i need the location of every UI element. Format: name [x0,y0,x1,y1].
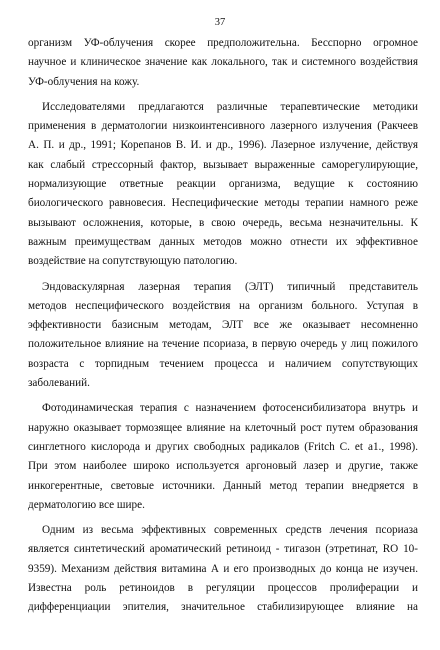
text-line: положительное влияние на течение псориаза, в первую очередь у лиц пожилого [28,338,418,351]
paragraph [28,399,418,515]
text-line: является синтетический ароматический ретиноид - тигазон (этретинат, RO 10- [28,543,418,556]
text-line: вызывают осложнения, которые, в свою очередь, весьма незначительны. К [28,216,418,229]
text-line: нормализующие ответные реакции организма, ведущие к состоянию [28,178,418,191]
text-line: Эндоваскулярная лазерная терапия (ЭЛТ) типичный представитель [42,280,418,293]
text-line: 9359). Механизм действия витамина А и его производных до конца не изучен. [28,562,418,575]
text-line: научное и клиническое значение как локального, так и системного воздействия [28,56,418,69]
paragraph [28,521,418,617]
text-line: Одним из весьма эффективных современных средств лечения псориаза [42,524,418,537]
text-line: синглетного кислорода и других свободных радикалов (Fritch C. et a1., 1998). [28,440,418,453]
text-line: дифференциации эпителия, значительное стабилизирующее влияние на [28,601,418,614]
text-line: При этом наиболее широко используется аргоновый лазер и другие, также [28,460,418,473]
text-line: организм УФ-облучения скорее предположительна. Бесспорно огромное [28,37,418,49]
text-line: применения в дерматологии низкоинтенсивного лазерного излучения (Ракчеев [28,120,418,133]
text-line: инкогерентные, световые источники. Данный метод терапии внедряется в [28,479,418,492]
text-line: Известна роль ретиноидов в регуляции процессов пролиферации и [28,582,418,595]
text-line: возраста с торпидным течением процесса и наличием сопутствующих [28,357,418,370]
page-number: 37 [214,17,226,28]
text-line: методов неспецифического воздействия на организм больного. Уступая в [28,299,418,312]
body-text [28,34,418,618]
text-line: УФ-облучения на кожу. [28,75,140,88]
text-line: наружно оказывает тормозящее влияние на клеточный рост путем образования [28,421,418,434]
paragraph [28,34,418,92]
text-line: А. П. и др., 1991; Корепанов В. И. и др., 1996). Лазерное излучение, действуя [28,139,418,152]
text-line: как слабый стрессорный фактор, вызывает выраженные саморегулирующие, [28,158,418,171]
text-line: заболеваний. [28,377,90,390]
paragraph [28,278,418,394]
text-line: воздействие на сопутствующую патологию. [28,255,238,268]
text-line: Фотодинамическая терапия с назначением фотосенсибилизатора внутрь и [42,402,418,415]
text-line: важным преимуществам данных методов можно отнести их эффективное [28,235,418,248]
text-line: эффективности базисным методам, ЭЛТ все же оказывает несомненно [28,319,418,332]
text-line: биологического равновесия. Неспецифические методы терапии намного реже [28,197,418,210]
text-line: дерматологию все шире. [28,498,145,511]
text-line: Исследователями предлагаются различные терапевтические методики [42,100,418,113]
paragraph [28,98,418,272]
